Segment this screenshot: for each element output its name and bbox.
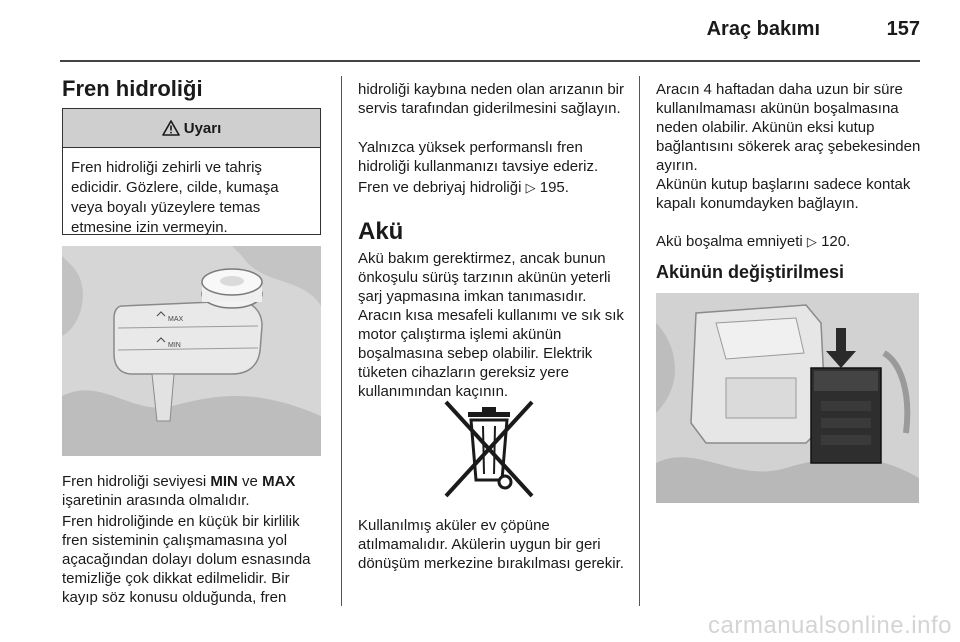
crossed-out-bin-icon bbox=[438, 398, 540, 500]
running-header-title: Araç bakımı bbox=[706, 18, 820, 40]
footer-watermark: carmanualsonline.info bbox=[708, 612, 952, 639]
page-number: 157 bbox=[886, 18, 920, 40]
paragraph-clutch-ref: Fren ve debriyaj hidroliği ▷ 195. bbox=[358, 179, 569, 196]
paragraph-fluid-level: Fren hidroliği seviyesi MIN ve MAX işaretinin arasında olmalıdır. bbox=[62, 473, 296, 509]
header-rule bbox=[60, 60, 920, 62]
brake-fluid-reservoir-photo bbox=[62, 246, 321, 456]
paragraph-fluid-loss: hidroliği kaybına neden olan arızanın bir servis tarafından giderilmesini sağlayın. bbox=[358, 81, 625, 117]
paragraph-discharge-protection: Akü boşalma emniyeti ▷ 120. bbox=[656, 233, 851, 250]
paragraph-recycling: Kullanılmış aküler ev çöpüne atılmamalıdır. Akülerin uygun bir geri dönüşüm merkezine bırakılması gerekir. bbox=[358, 517, 624, 572]
section-heading-battery-replacement: Akünün değiştirilmesi bbox=[656, 262, 845, 282]
warning-triangle-icon bbox=[162, 120, 180, 136]
paragraph-long-storage: Aracın 4 haftadan daha uzun bir süre kullanılmaması akünün boşalmasına neden olabilir. Akünün eksi kutup bağlantısını sökerek araç şebekesinden ayırın. bbox=[656, 81, 921, 174]
warning-box bbox=[62, 108, 321, 235]
warning-text: Fren hidroliği zehirli ve tahriş edicidir. Gözlere, cilde, kumaşa veya boyalı yüzeylere temas etmesine izin vermeyin. bbox=[71, 159, 279, 236]
paragraph-pole-connection: Akünün kutup başlarını sadece kontak kapalı konumdayken bağlayın. bbox=[656, 176, 911, 212]
battery-location-photo bbox=[656, 293, 919, 503]
paragraph-cleanliness: Fren hidroliğinde en küçük bir kirlilik fren sisteminin çalışmamasına yol açacağından dolayı dolum esnasında temizliğe çok dikkat edilmelidir. Bir kayıp söz konusu olduğunda, fren bbox=[62, 513, 311, 606]
column-divider-1 bbox=[341, 76, 342, 606]
section-heading-battery: Akü bbox=[358, 218, 404, 245]
paragraph-battery-maintenance: Akü bakım gerektirmez, ancak bunun önkoşulu sürüş tarzının akünün yeterli şarj yapmasına imkan tanımasıdır. Aracın kısa mesafeli kullanımı ve sık sık motor çalıştırma işlemi akünün boşalmasına sebep olabilir. Elektrik tüketen cihazların gereksiz yere kullanımından kaçının. bbox=[358, 250, 624, 400]
column-divider-2 bbox=[639, 76, 640, 606]
min-mark-label: MIN bbox=[168, 342, 181, 349]
paragraph-high-performance: Yalnızca yüksek performanslı fren hidroliği kullanmanızı tavsiye ederiz. bbox=[358, 139, 599, 175]
section-heading-brake-fluid: Fren hidroliği bbox=[62, 76, 203, 101]
warning-header bbox=[63, 109, 320, 148]
warning-label: Uyarı bbox=[183, 119, 222, 137]
max-mark-label: MAX bbox=[168, 316, 184, 323]
